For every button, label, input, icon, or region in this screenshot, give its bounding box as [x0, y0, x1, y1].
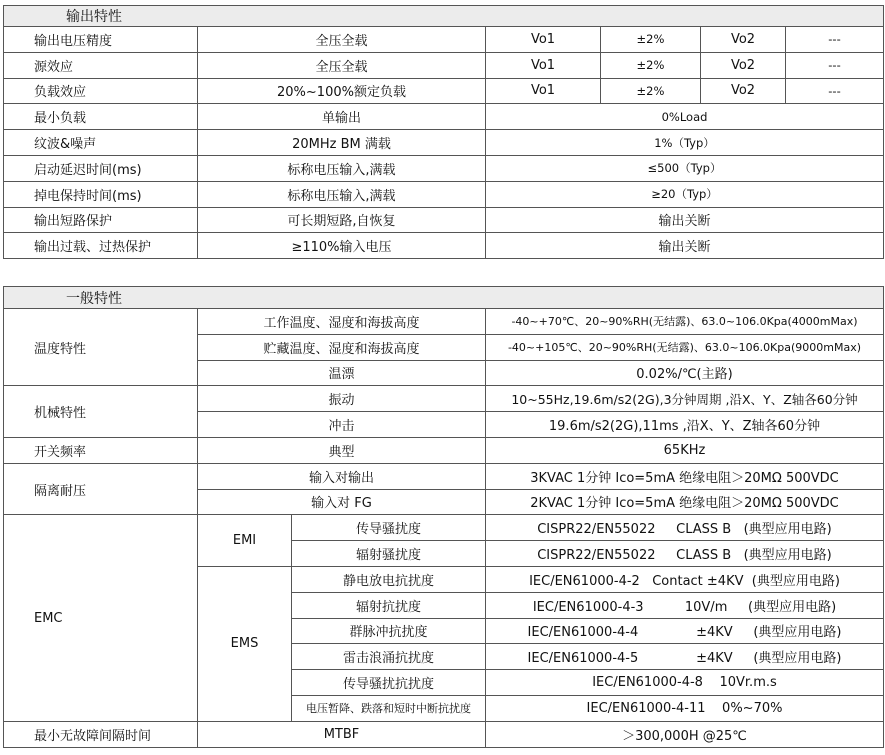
param-value: CISPR22/EN55022 CLASS B (典型应用电路) — [486, 541, 884, 567]
param-value: IEC/EN61000-4-5 ±4KV (典型应用电路) — [486, 644, 884, 670]
vo2-label: Vo2 — [701, 52, 786, 78]
general-section-title: 一般特性 — [4, 287, 884, 309]
param-condition: 单输出 — [198, 104, 486, 130]
param-condition: 输入对 FG — [198, 489, 486, 515]
emi-subgroup-name: EMI — [198, 515, 292, 567]
param-value: 1%（Typ） — [486, 130, 884, 156]
vo1-value: ±2% — [601, 27, 701, 53]
param-name: 最小无故障间隔时间 — [4, 721, 198, 747]
param-value: 10~55Hz,19.6m/s2(2G),3分钟周期 ,沿X、Y、Z轴各60分钟 — [486, 386, 884, 412]
vo1-value: ±2% — [601, 52, 701, 78]
table-row — [4, 181, 884, 207]
param-value: IEC/EN61000-4-2 Contact ±4KV (典型应用电路) — [486, 566, 884, 592]
table-row — [4, 463, 884, 489]
param-name: 输出短路保护 — [4, 207, 198, 233]
param-condition: 标称电压输入,满载 — [198, 155, 486, 181]
table-row — [4, 437, 884, 463]
iso-group-name: 隔离耐压 — [4, 463, 198, 515]
param-condition: 传导骚扰抗扰度 — [292, 670, 486, 696]
table-row — [4, 515, 884, 541]
param-name: 纹波&噪声 — [4, 130, 198, 156]
emc-group-name: EMC — [4, 515, 198, 721]
param-name: 输出电压精度 — [4, 27, 198, 53]
param-condition: 振动 — [198, 386, 486, 412]
param-condition: 输入对输出 — [198, 463, 486, 489]
param-name: 输出过载、过热保护 — [4, 233, 198, 259]
vo1-value: ±2% — [601, 78, 701, 104]
param-condition: MTBF — [198, 721, 486, 747]
param-name: 源效应 — [4, 52, 198, 78]
param-condition: ≥110%输入电压 — [198, 233, 486, 259]
table-row — [4, 130, 884, 156]
param-condition: 静电放电抗扰度 — [292, 566, 486, 592]
param-condition: 全压全载 — [198, 27, 486, 53]
general-characteristics-table — [3, 286, 884, 748]
param-name: 启动延迟时间(ms) — [4, 155, 198, 181]
table-row — [4, 386, 884, 412]
output-section-title: 输出特性 — [4, 6, 884, 27]
param-value: ＞300,000H @25℃ — [486, 721, 884, 747]
vo2-label: Vo2 — [701, 27, 786, 53]
vo2-label: Vo2 — [701, 78, 786, 104]
mech-group-name: 机械特性 — [4, 386, 198, 438]
vo1-label: Vo1 — [486, 78, 601, 104]
table-row — [4, 78, 884, 104]
param-condition: 冲击 — [198, 412, 486, 438]
param-value: 0%Load — [486, 104, 884, 130]
param-condition: 温漂 — [198, 360, 486, 386]
param-name: 最小负载 — [4, 104, 198, 130]
param-condition: 标称电压输入,满载 — [198, 181, 486, 207]
table-row — [4, 721, 884, 747]
param-value: -40~+70℃、20~90%RH(无结露)、63.0~106.0Kpa(4000mMax) — [486, 309, 884, 335]
param-condition: 传导骚扰度 — [292, 515, 486, 541]
vo2-value: --- — [786, 27, 884, 53]
table-row — [4, 233, 884, 259]
param-value: IEC/EN61000-4-3 10V/m (典型应用电路) — [486, 592, 884, 618]
temp-group-name: 温度特性 — [4, 309, 198, 386]
param-condition: 辐射骚扰度 — [292, 541, 486, 567]
param-condition: 群脉冲抗扰度 — [292, 618, 486, 644]
param-value: ≤500（Typ） — [486, 155, 884, 181]
param-condition: 辐射抗扰度 — [292, 592, 486, 618]
table-row — [4, 52, 884, 78]
param-condition: 全压全载 — [198, 52, 486, 78]
param-name: 负载效应 — [4, 78, 198, 104]
vo1-label: Vo1 — [486, 27, 601, 53]
param-value: 2KVAC 1分钟 Ico=5mA 绝缘电阻＞20MΩ 500VDC — [486, 489, 884, 515]
param-name: 掉电保持时间(ms) — [4, 181, 198, 207]
param-condition: 雷击浪涌抗扰度 — [292, 644, 486, 670]
param-condition: 20MHz BM 满载 — [198, 130, 486, 156]
param-value: 65KHz — [486, 437, 884, 463]
param-condition: 贮藏温度、湿度和海拔高度 — [198, 334, 486, 360]
param-value: 输出关断 — [486, 207, 884, 233]
param-value: ≥20（Typ） — [486, 181, 884, 207]
param-name: 开关频率 — [4, 437, 198, 463]
param-condition: 电压暂降、跌落和短时中断抗扰度 — [292, 695, 486, 721]
vo1-label: Vo1 — [486, 52, 601, 78]
param-value: IEC/EN61000-4-4 ±4KV (典型应用电路) — [486, 618, 884, 644]
vo2-value: --- — [786, 78, 884, 104]
param-value: 19.6m/s2(2G),11ms ,沿X、Y、Z轴各60分钟 — [486, 412, 884, 438]
table-row — [4, 207, 884, 233]
table-row — [4, 155, 884, 181]
output-characteristics-table — [3, 5, 884, 259]
param-value: 0.02%/℃(主路) — [486, 360, 884, 386]
param-value: -40~+105℃、20~90%RH(无结露)、63.0~106.0Kpa(9000mMax) — [486, 334, 884, 360]
param-value: CISPR22/EN55022 CLASS B (典型应用电路) — [486, 515, 884, 541]
param-value: 3KVAC 1分钟 Ico=5mA 绝缘电阻＞20MΩ 500VDC — [486, 463, 884, 489]
param-value: 输出关断 — [486, 233, 884, 259]
table-row — [4, 104, 884, 130]
param-value: IEC/EN61000-4-11 0%~70% — [486, 695, 884, 721]
param-condition: 20%~100%额定负载 — [198, 78, 486, 104]
param-condition: 可长期短路,自恢复 — [198, 207, 486, 233]
vo2-value: --- — [786, 52, 884, 78]
table-row — [4, 27, 884, 53]
param-value: IEC/EN61000-4-8 10Vr.m.s — [486, 670, 884, 696]
ems-subgroup-name: EMS — [198, 566, 292, 721]
table-row — [4, 309, 884, 335]
param-condition: 工作温度、湿度和海拔高度 — [198, 309, 486, 335]
param-condition: 典型 — [198, 437, 486, 463]
